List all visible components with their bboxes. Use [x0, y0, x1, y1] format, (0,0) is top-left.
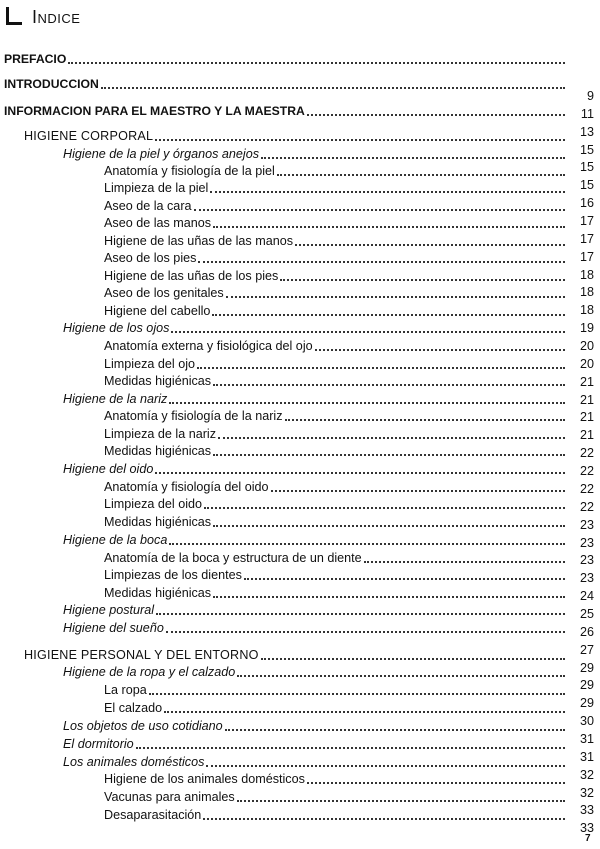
dot-leader — [307, 768, 565, 784]
toc-entry-label: Anatomía y fisiología de la nariz — [104, 409, 283, 423]
dot-leader — [194, 195, 565, 211]
toc-entry-label: Los objetos de uso cotidiano — [63, 719, 223, 733]
toc-entry-label: HIGIENE PERSONAL Y DEL ENTORNO — [24, 648, 259, 662]
toc-entry[interactable] — [63, 320, 565, 336]
toc-entry-label: Higiene del oido — [63, 462, 154, 476]
toc-page-number: 26 — [579, 625, 594, 639]
dot-leader — [244, 564, 565, 580]
dot-leader — [237, 661, 565, 677]
toc-entry-label: Limpiezas de los dientes — [104, 568, 242, 582]
toc-page-number: 32 — [579, 768, 594, 782]
dot-leader — [225, 715, 565, 731]
toc-entry[interactable] — [104, 180, 565, 196]
toc-entry[interactable] — [104, 771, 565, 787]
toc-page-number: 17 — [579, 250, 594, 264]
toc-page-number: 31 — [579, 732, 594, 746]
dot-leader — [149, 679, 565, 695]
dot-leader — [218, 423, 565, 439]
toc-entry-label: Limpieza del ojo — [104, 357, 196, 371]
dot-leader — [271, 476, 565, 492]
dot-leader — [307, 100, 565, 116]
toc-entry[interactable] — [104, 789, 565, 805]
dot-leader — [213, 511, 565, 527]
dot-leader — [213, 212, 565, 228]
toc-page-number: 21 — [579, 410, 594, 424]
toc-page-number: 27 — [579, 643, 594, 657]
toc-entry-label: Higiene de las uñas de las manos — [104, 234, 294, 248]
toc-page-number: 22 — [579, 446, 594, 460]
toc-entry[interactable] — [63, 664, 565, 680]
toc-page-number: 29 — [579, 696, 594, 710]
toc-page-number: 15 — [579, 178, 594, 192]
dot-leader — [212, 300, 565, 316]
toc-entry-label: Limpieza de la nariz — [104, 427, 217, 441]
dot-leader — [261, 143, 565, 159]
dot-leader — [210, 177, 565, 193]
dot-leader — [237, 786, 565, 802]
toc-entry[interactable] — [4, 51, 565, 67]
page-folio: 7 — [585, 833, 591, 844]
dot-leader — [101, 73, 565, 89]
dot-leader — [364, 547, 565, 563]
toc-entry-label: Anatomía y fisiología de la piel — [104, 164, 275, 178]
toc-entry-label: Aseo de los pies — [104, 251, 197, 265]
toc-entry[interactable] — [63, 736, 565, 752]
toc-page-number: 13 — [579, 125, 594, 139]
dot-leader — [155, 125, 565, 141]
toc-entry-label: Higiene del sueño — [63, 621, 164, 635]
toc-page-number: 21 — [579, 393, 594, 407]
toc-entry-label: Higiene de la ropa y el calzado — [63, 665, 236, 679]
toc-page-number: 18 — [579, 285, 594, 299]
toc-page-number: 15 — [579, 143, 594, 157]
toc-page-number: 19 — [579, 321, 594, 335]
toc-entry-label: Aseo de los genitales — [104, 286, 224, 300]
dot-leader — [261, 644, 565, 660]
toc-entry[interactable] — [63, 602, 565, 618]
dot-leader — [171, 317, 565, 333]
dot-leader — [156, 599, 565, 615]
toc-entry-label: Desaparasitación — [104, 808, 202, 822]
toc-entry-label: Higiene de los animales domésticos — [104, 772, 305, 786]
dot-leader — [198, 247, 565, 263]
dot-leader — [277, 160, 565, 176]
toc-entry[interactable] — [104, 215, 565, 231]
toc-page-number: 16 — [579, 196, 594, 210]
toc-page-number: 32 — [579, 786, 594, 800]
dot-leader — [213, 582, 565, 598]
toc-page-number: 23 — [579, 571, 594, 585]
toc-entry[interactable] — [104, 514, 565, 530]
toc-entry-label: Medidas higiénicas — [104, 374, 212, 388]
toc-page-number: 23 — [579, 536, 594, 550]
dot-leader — [280, 265, 565, 281]
toc-page-number: 17 — [579, 232, 594, 246]
toc-page-number: 20 — [579, 357, 594, 371]
page-title: Indice — [32, 7, 81, 27]
toc-page-number: 22 — [579, 464, 594, 478]
toc-page-number: 23 — [579, 553, 594, 567]
toc-entry[interactable] — [104, 285, 565, 301]
toc-page-number: 21 — [579, 375, 594, 389]
toc-page-number: 18 — [579, 303, 594, 317]
toc-page-number: 29 — [579, 661, 594, 675]
toc-entry-label: Higiene de la nariz — [63, 392, 168, 406]
dot-leader — [164, 697, 565, 713]
toc-entry-label: El calzado — [104, 701, 163, 715]
toc-entry-label: Limpieza de la piel — [104, 181, 209, 195]
toc-entry[interactable] — [104, 338, 565, 354]
toc-entry-label: El dormitorio — [63, 737, 134, 751]
toc-entry-label: Higiene de las uñas de los pies — [104, 269, 279, 283]
toc-entry[interactable] — [63, 620, 565, 636]
toc-entry[interactable] — [104, 496, 565, 512]
dot-leader — [285, 405, 565, 421]
toc-page-number: 22 — [579, 500, 594, 514]
dot-leader — [204, 493, 565, 509]
dot-leader — [169, 529, 565, 545]
toc-entry-label: Los animales domésticos — [63, 755, 205, 769]
toc-entry-label: Vacunas para animales — [104, 790, 235, 804]
toc-entry-label: Higiene postural — [63, 603, 155, 617]
toc-page-number: 33 — [579, 803, 594, 817]
toc-entry-label: Higiene de los ojos — [63, 321, 170, 335]
dot-leader — [226, 282, 565, 298]
dot-leader — [155, 458, 565, 474]
toc-page-number: 22 — [579, 482, 594, 496]
toc-entry[interactable] — [4, 76, 565, 92]
toc-entry-label: Limpieza del oido — [104, 497, 203, 511]
toc-page-number: 20 — [579, 339, 594, 353]
toc-entry[interactable] — [104, 700, 565, 716]
dot-leader — [295, 230, 565, 246]
toc-entry[interactable] — [63, 718, 565, 734]
toc-page-number: 29 — [579, 678, 594, 692]
toc-page-number: 30 — [579, 714, 594, 728]
toc-entry-label: Medidas higiénicas — [104, 586, 212, 600]
toc-entry-label: Anatomía de la boca y estructura de un diente — [104, 551, 362, 565]
toc-entry[interactable] — [24, 128, 565, 144]
toc-entry[interactable] — [63, 532, 565, 548]
dot-leader — [169, 388, 565, 404]
toc-entry-label: INFORMACION PARA EL MAESTRO Y LA MAESTRA — [4, 104, 305, 118]
toc-entry-label: HIGIENE CORPORAL — [24, 129, 154, 143]
dot-leader — [213, 440, 565, 456]
toc-page-number: 15 — [579, 160, 594, 174]
toc-entry-label: Anatomía externa y fisiológica del ojo — [104, 339, 313, 353]
dot-leader — [315, 335, 565, 351]
dot-leader — [197, 353, 565, 369]
toc-entry-label: La ropa — [104, 683, 147, 697]
toc-entry-label: Anatomía y fisiología del oido — [104, 480, 269, 494]
toc-page-number: 17 — [579, 214, 594, 228]
toc-page-number: 11 — [580, 107, 594, 121]
toc-entry-label: Aseo de la cara — [104, 199, 192, 213]
toc-entry-label: INTRODUCCION — [4, 77, 99, 91]
toc-page-number: 23 — [579, 518, 594, 532]
toc-page-number: 18 — [579, 268, 594, 282]
toc-entry[interactable] — [104, 408, 565, 424]
toc-page-number: 21 — [579, 428, 594, 442]
toc-entry[interactable] — [104, 682, 565, 698]
toc-entry-label: Higiene de la boca — [63, 533, 168, 547]
dot-leader — [136, 733, 565, 749]
toc-entry[interactable] — [104, 567, 565, 583]
toc-entry[interactable] — [4, 103, 565, 119]
toc-entry[interactable] — [63, 461, 565, 477]
toc-entry-label: Aseo de las manos — [104, 216, 212, 230]
toc-entry[interactable] — [104, 250, 565, 266]
toc-page-number: 25 — [579, 607, 594, 621]
toc-page-number: 9 — [586, 89, 594, 103]
toc-entry-label: Medidas higiénicas — [104, 444, 212, 458]
toc-entry-label: PREFACIO — [4, 52, 67, 66]
toc-page-number: 31 — [579, 750, 594, 764]
toc-entry[interactable] — [104, 373, 565, 389]
toc-entry[interactable] — [104, 807, 565, 823]
dot-leader — [206, 751, 565, 767]
toc-page-number: 24 — [579, 589, 594, 603]
dot-leader — [203, 804, 565, 820]
dot-leader — [68, 48, 565, 64]
toc-entry-label: Higiene de la piel y órganos anejos — [63, 147, 260, 161]
toc-page-number: 33 — [579, 821, 594, 835]
toc-entry-label: Higiene del cabello — [104, 304, 211, 318]
dot-leader — [213, 370, 565, 386]
toc-entry[interactable] — [104, 443, 565, 459]
toc-entry-label: Medidas higiénicas — [104, 515, 212, 529]
dot-leader — [166, 617, 565, 633]
